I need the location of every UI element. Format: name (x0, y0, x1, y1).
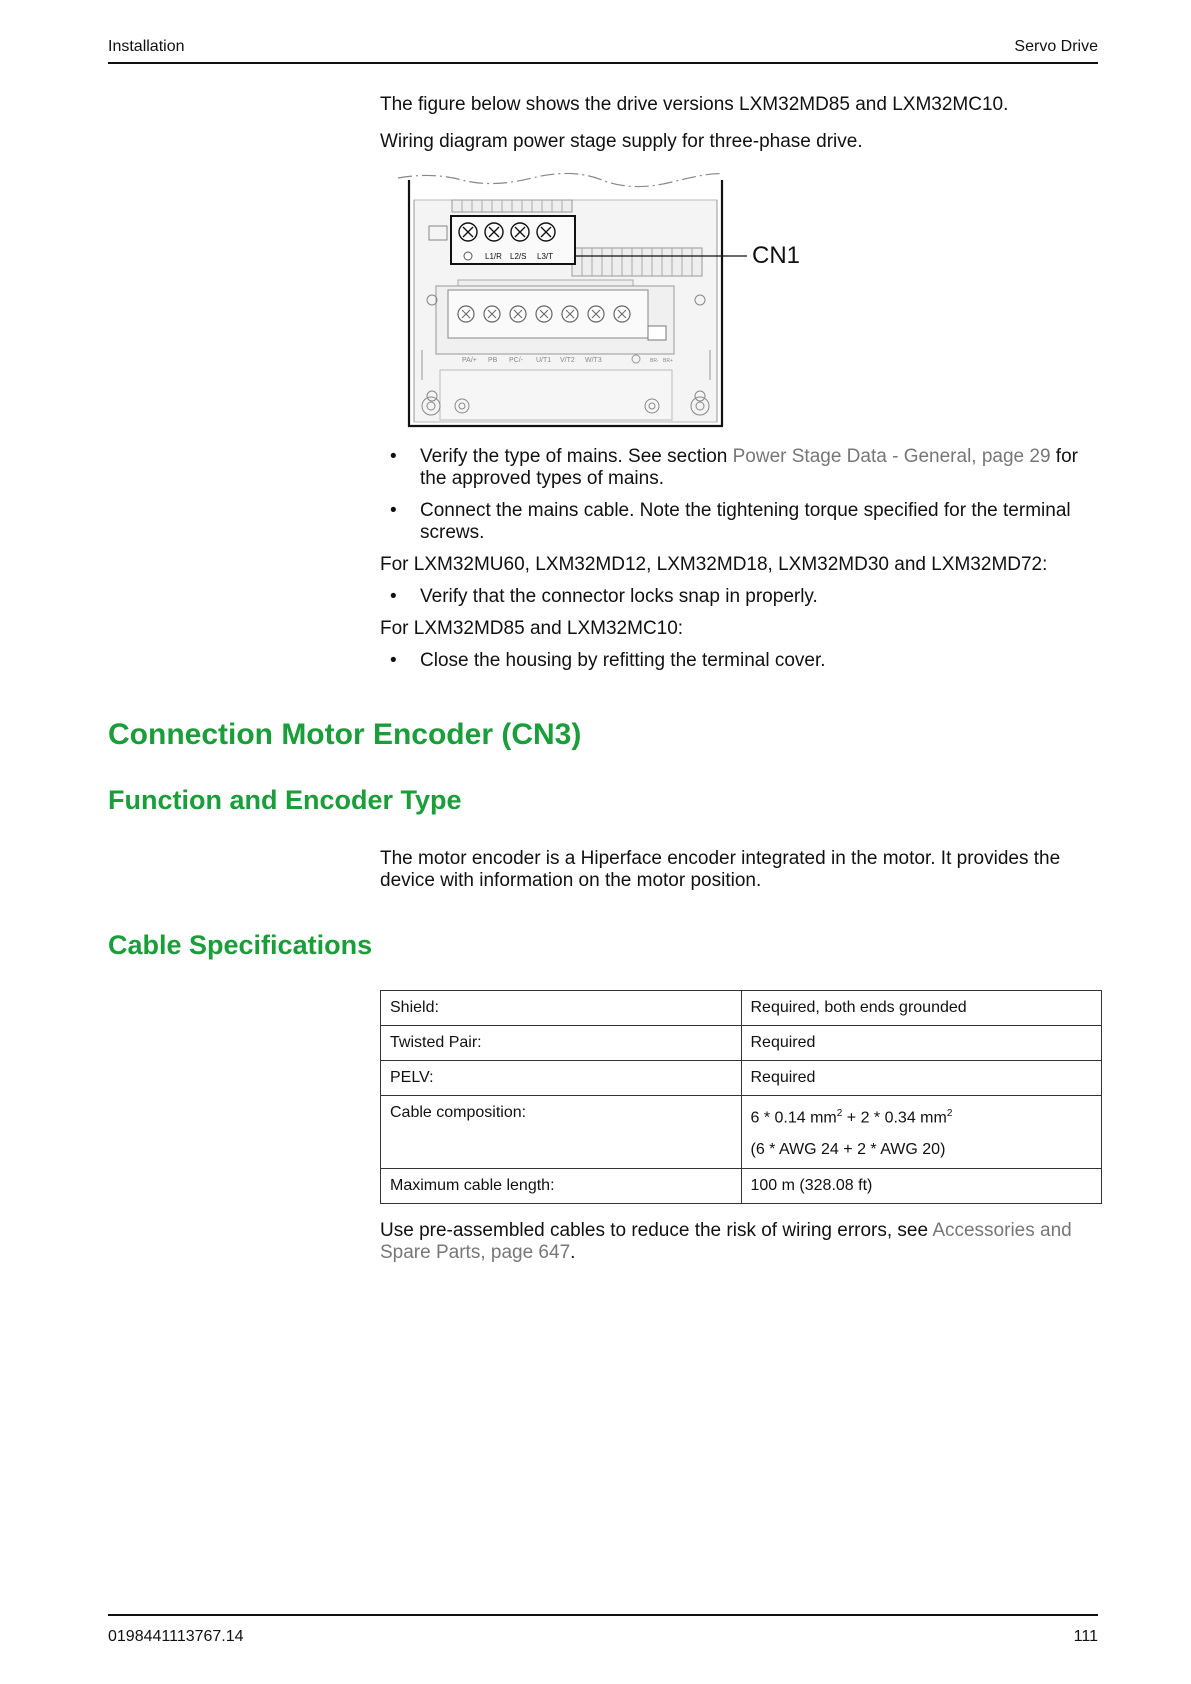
table-row (381, 1096, 1102, 1169)
terminal-label-l2: L2/S (510, 252, 527, 261)
table-cell-label: Shield: (381, 991, 742, 1026)
list-item: • Connect the mains cable. Note the tightening torque specified for the terminal screws. (380, 500, 1100, 544)
closing-paragraph: Use pre-assembled cables to reduce the risk of wiring errors, see Accessories and Spare Parts, page 647. (380, 1220, 1072, 1263)
models-line-2: For LXM32MD85 and LXM32MC10: (380, 618, 684, 639)
page-header (108, 36, 1098, 64)
table-cell-value: Required, both ends grounded (741, 991, 1102, 1026)
terminal-label-br-plus: BR+ (663, 358, 673, 364)
bullet-text: Close the housing by refitting the terminal cover. (420, 650, 826, 671)
table-row (381, 991, 1102, 1026)
page-footer (108, 1614, 1098, 1645)
list-item: • Verify that the connector locks snap in properly. (380, 586, 1100, 608)
bullet-text: Connect the mains cable. Note the tightening torque specified for the terminal screws. (420, 500, 1071, 543)
table-cell-value: Required (741, 1026, 1102, 1061)
wiring-diagram (392, 170, 832, 432)
terminal-label-v: V/T2 (560, 357, 575, 364)
bullet-text: Verify that the connector locks snap in properly. (420, 586, 818, 607)
bullet-text: Verify the type of mains. See section (420, 446, 733, 467)
cable-spec-table (380, 990, 1102, 1204)
document-number: 0198441113767.14 (108, 1628, 244, 1645)
table-cell-label: Twisted Pair: (381, 1026, 742, 1061)
intro-line-1: The figure below shows the drive versions LXM32MD85 and LXM32MC10. (380, 94, 1009, 115)
table-cell-label: Maximum cable length: (381, 1169, 742, 1204)
table-row (381, 1061, 1102, 1096)
subsection-title-cable: Cable Specifications (108, 930, 373, 960)
list-item: • Close the housing by refitting the terminal cover. (380, 650, 1100, 672)
terminal-label-pc: PC/- (509, 357, 523, 364)
wiring-diagram-figure (392, 170, 832, 432)
header-product: Servo Drive (1014, 38, 1098, 55)
terminal-label-l1: L1/R (485, 252, 502, 261)
table-cell-value: 100 m (328.08 ft) (741, 1169, 1102, 1204)
table-row (381, 1026, 1102, 1061)
terminal-label-br-minus: BR- (650, 358, 659, 364)
bullet-text-after: for the approved types of mains. (420, 446, 1078, 489)
table-cell-value: Required (741, 1061, 1102, 1096)
intro-line-2: Wiring diagram power stage supply for three-phase drive. (380, 131, 863, 152)
terminal-label-u: U/T1 (536, 357, 552, 364)
terminal-label-pa: PA/+ (462, 357, 477, 364)
table-cell-value: 6 * 0.14 $mm^2 + 2 * 0.34$ $mm^2$ (6 * AWG 24 + 2 * AWG 20) (741, 1096, 1102, 1169)
table-row (381, 1169, 1102, 1204)
terminal-label-w: W/T3 (585, 357, 602, 364)
subsection-title-function: Function and Encoder Type (108, 785, 462, 815)
page-number: 111 (1073, 1628, 1098, 1645)
power-stage-data-link[interactable]: Power Stage Data - General, page 29 (732, 446, 1051, 467)
section-title: Connection Motor Encoder (CN3) (108, 718, 582, 751)
terminal-label-l3: L3/T (537, 252, 554, 261)
accessories-link[interactable]: Accessories and Spare Parts, page 647 (380, 1220, 1072, 1263)
header-section: Installation (108, 38, 185, 55)
models-line-1: For LXM32MU60, LXM32MD12, LXM32MD18, LXM32MD30 and LXM32MD72: (380, 554, 1048, 575)
terminal-label-pb: PB (488, 357, 498, 364)
table-cell-label: Cable composition: (381, 1096, 742, 1169)
list-item: • Verify the type of mains. See section Power Stage Data - General, page 29 for the approved types of mains. (390, 446, 1078, 489)
encoder-description: The motor encoder is a Hiperface encoder integrated in the motor. It provides the device with information on the motor position. (380, 848, 1061, 891)
cn1-callout: CN1 (752, 242, 801, 269)
table-cell-label: PELV: (381, 1061, 742, 1096)
